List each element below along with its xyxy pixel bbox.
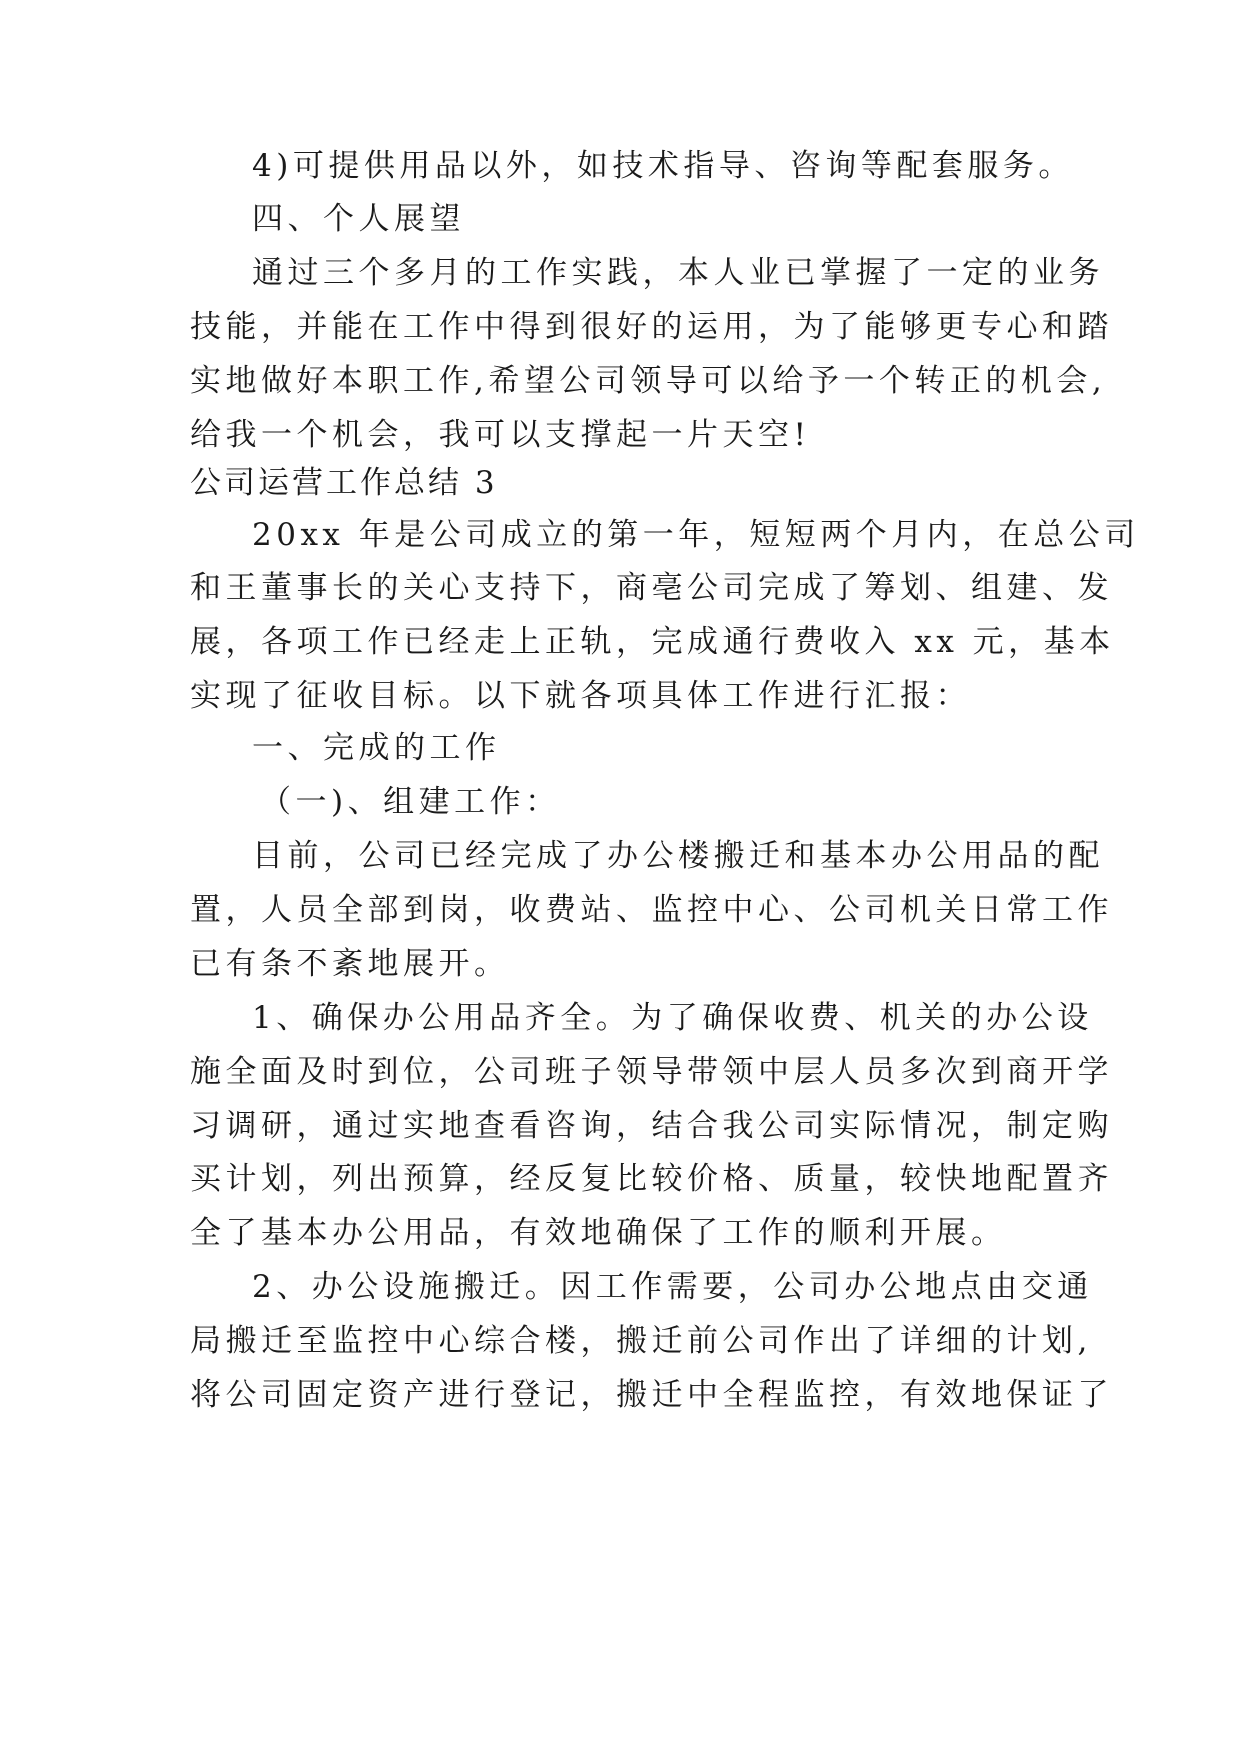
paragraph-line: 和王董事长的关心支持下，商亳公司完成了筹划、组建、发 [190,570,1113,606]
paragraph-line: 20xx 年是公司成立的第一年，短短两个月内，在总公司 [252,517,1140,553]
paragraph-line: 全了基本办公用品，有效地确保了工作的顺利开展。 [190,1215,1007,1251]
paragraph-line: 目前，公司已经完成了办公楼搬迁和基本办公用品的配 [252,838,1104,874]
section-heading: 一、完成的工作 [252,730,501,766]
paragraph-line: 置，人员全部到岗，收费站、监控中心、公司机关日常工作 [190,892,1113,928]
paragraph-line: 已有条不紊地展开。 [190,946,510,982]
text-line: 4)可提供用品以外，如技术指导、咨询等配套服务。 [252,148,1074,184]
paragraph-line: 买计划，列出预算，经反复比较价格、质量，较快地配置齐 [190,1161,1113,1197]
subsection-heading: （一)、组建工作： [260,784,561,820]
paragraph-line: 技能，并能在工作中得到很好的运用，为了能够更专心和踏 [190,309,1113,345]
document-title: 公司运营工作总结 3 [190,465,498,501]
paragraph-line: 1、确保办公用品齐全。为了确保收费、机关的办公设 [252,1000,1093,1036]
paragraph-line: 通过三个多月的工作实践，本人业已掌握了一定的业务 [252,255,1104,291]
paragraph-line: 施全面及时到位，公司班子领导带领中层人员多次到商开学 [190,1054,1113,1090]
paragraph-line: 局搬迁至监控中心综合楼，搬迁前公司作出了详细的计划, [190,1323,1092,1359]
section-heading: 四、个人展望 [252,201,465,237]
paragraph-line: 习调研，通过实地查看咨询，结合我公司实际情况，制定购 [190,1108,1113,1144]
paragraph-line: 2、办公设施搬迁。因工作需要，公司办公地点由交通 [252,1269,1093,1305]
paragraph-line: 实现了征收目标。以下就各项具体工作进行汇报： [190,678,971,714]
paragraph-line: 将公司固定资产进行登记，搬迁中全程监控，有效地保证了 [190,1377,1113,1413]
paragraph-line: 给我一个机会，我可以支撑起一片天空! [190,417,811,453]
paragraph-line: 展，各项工作已经走上正轨，完成通行费收入 xx 元，基本 [190,624,1115,660]
paragraph-line: 实地做好本职工作,希望公司领导可以给予一个转正的机会, [190,363,1107,399]
